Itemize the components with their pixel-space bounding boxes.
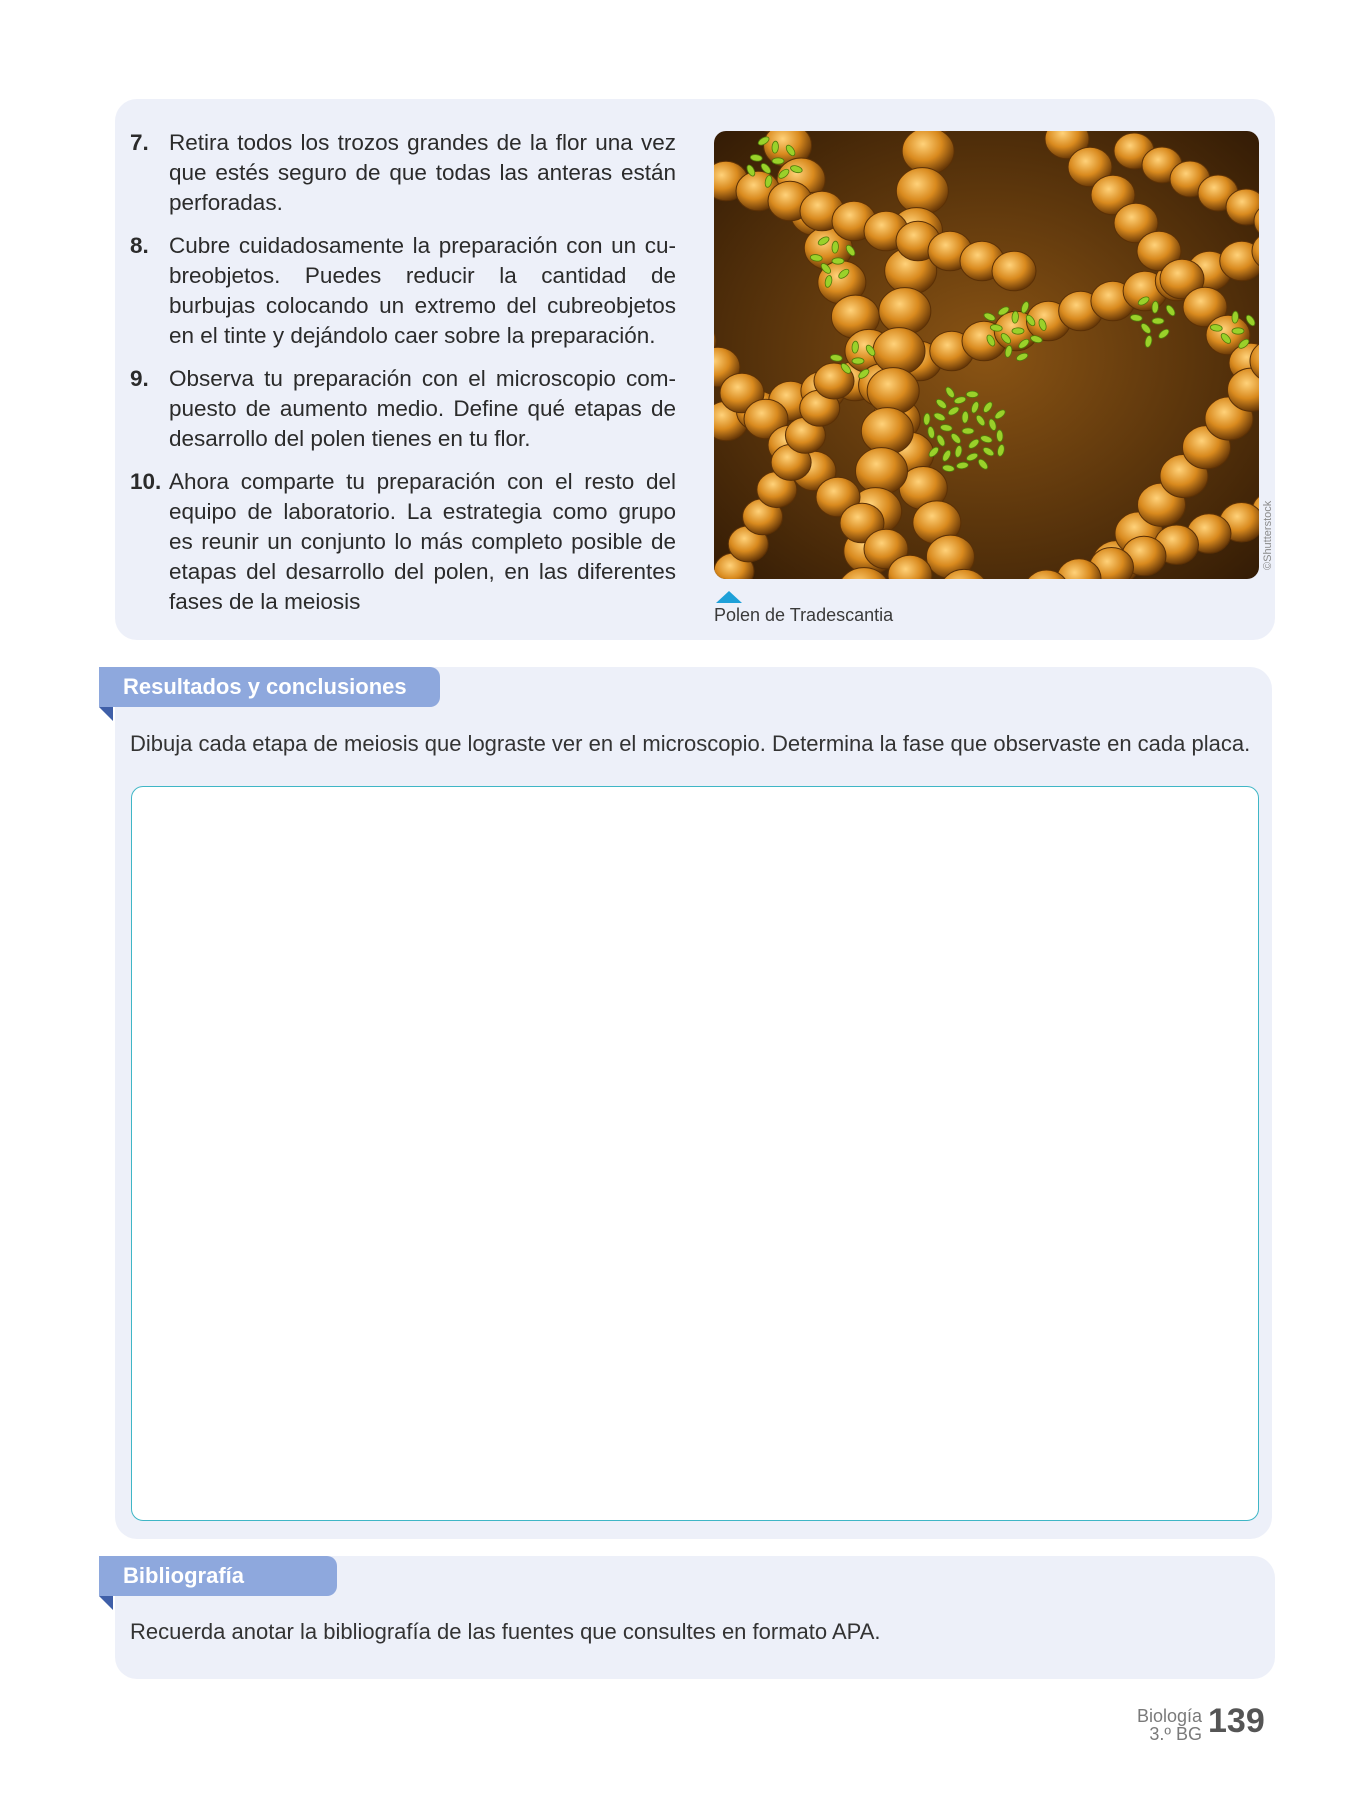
step-number: 10. [130, 469, 162, 494]
step-text: Ahora comparte tu preparación con el resto del equipo de laboratorio. La estrategia como grupo es reunir un conjunto lo más completo posible de etapas del desarrollo del polen, en las diferentes fases de la meiosis [169, 469, 676, 614]
step-number: 7. [130, 130, 149, 155]
results-section-title: Resultados y conclusiones [99, 667, 440, 707]
tab-fold [99, 707, 113, 721]
bibliography-section-title: Bibliografía [99, 1556, 337, 1596]
photo-credit: ©Shutterstock [1262, 500, 1274, 570]
step-item [130, 231, 676, 351]
footer-grade: 3.º BG [1149, 1724, 1202, 1744]
footer-subject-name: Biología [1136, 1706, 1202, 1726]
pollen-photo [714, 131, 1259, 579]
bibliography-instruction: Recuerda anotar la bibliografía de las fuentes que consultes en formato APA. [130, 1619, 881, 1644]
step-text: Retira todos los trozos grandes de la flor una vez que estés seguro de que todas las anteras están perforadas. [169, 130, 676, 215]
procedure-steps [130, 128, 676, 630]
tab-fold [99, 1596, 113, 1610]
step-item [130, 128, 676, 218]
step-text: Cubre cuidadosamente la preparación con un cubreobjetos. Puedes reducir la cantidad de burbujas colocando un extremo del cubreobjetos en el tinte y dejándolo caer sobre la preparación. [169, 233, 676, 348]
step-number: 9. [130, 366, 149, 391]
footer-subject [1110, 1707, 1202, 1743]
step-text: Observa tu preparación con el microscopio compuesto de aumento medio. Define qué etapas de desarrollo del polen tienes en tu flor. [169, 366, 676, 451]
step-item [130, 467, 676, 617]
step-number: 8. [130, 233, 149, 258]
caption-marker-icon [716, 591, 742, 603]
figure-caption: Polen de Tradescantia [714, 605, 894, 625]
step-item [130, 364, 676, 454]
results-instruction: Dibuja cada etapa de meiosis que lograste ver en el microscopio. Determina la fase que observaste en cada placa. [130, 731, 1251, 756]
page-number: 139 [1208, 1702, 1265, 1740]
drawing-area[interactable] [131, 786, 1259, 1521]
